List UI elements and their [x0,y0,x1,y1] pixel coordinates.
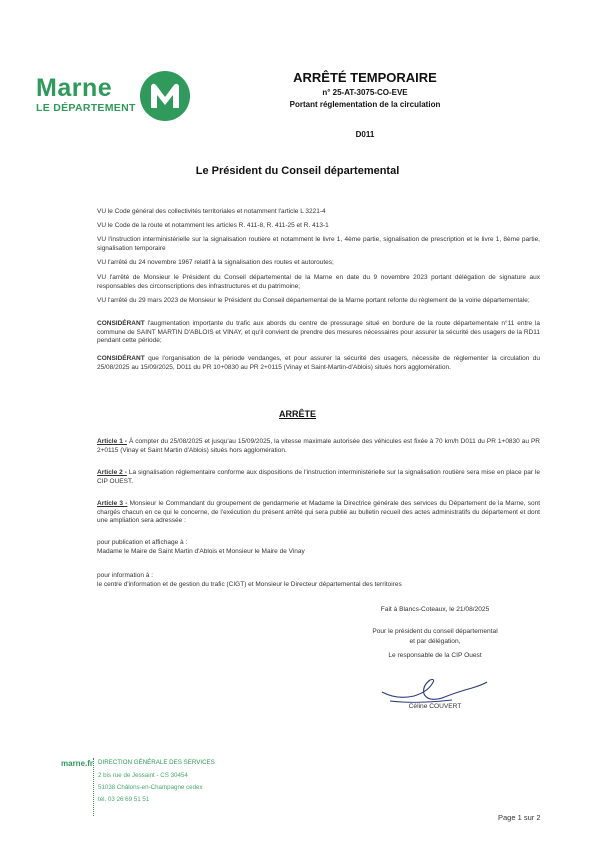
logo-subtitle: LE DÉPARTEMENT [36,102,136,114]
considerant-paragraph [97,355,540,372]
page-number: Page 1 sur 2 [498,813,541,822]
considerant-text: que l'organisation de la période vendanges, et pour assurer la sécurité des usagers, nécessite de réglementer la circulation du 25/08/2025 au 15/09/2025, D011 du PR 10+0830 au PR 2+0115 (Vinay et Saint-Martin-d'Ablois) situés hors agglomération. [97,355,540,371]
signer-name: Céline COUVERT [408,703,462,710]
article-text: La signalisation réglementaire conforme aux dispositions de l'instruction interministérielle sur la signalisation routière sera mise en place par le CIP OUEST. [97,469,540,485]
considerant-text: l'augmentation importante du trafic aux abords du centre de pressurage situé en bordure de la route départementale n°11 entre la commune de SAINT MARTIN D'ABLOIS et VINAY, et qu'il convient de prendre des mesures nécessaires pour assurer la sécurité des usagers de la RD11 pendant cette période; [97,320,540,345]
publication-label: pour publication et affichage à : [97,539,188,546]
place-and-date: Fait à Blancs-Coteaux, le 21/08/2025 [380,606,490,613]
considerant-paragraph [97,320,540,346]
road-identifier: D011 [355,130,375,139]
document-number: n° 25-AT-3075-CO-EVE [322,88,408,97]
footer-city: 51038 Châlons-en-Champagne cedex [98,784,203,791]
publication-recipients: Madame le Maire de Saint Martin d'Ablois et Monsieur le Maire de Vinay [97,548,305,555]
article-2 [97,469,540,486]
vu-paragraph: VU l'arrêté du 29 mars 2023 de Monsieur le Président du Conseil départemental de la Marne portant refonte du règlement de la voirie départementale; [97,297,530,304]
document-subject: Portant réglementation de la circulation [289,100,441,109]
vu-paragraph: VU le Code de la route et notamment les articles R. 411-8, R. 411-25 et R. 413-1 [97,222,329,229]
signature-line-1: Pour le président du conseil départemental [372,628,498,635]
arrete-heading: ARRÊTE [278,409,316,419]
footer-service: DIRECTION GÉNÉRALE DES SERVICES [98,759,215,766]
information-recipients: le centre d'information et de gestion du trafic (CIGT) et Monsieur le Directeur départemental des territoires [97,581,402,588]
vu-paragraph: VU l'instruction interministérielle sur la signalisation routière et notamment le livre 1, 4ème partie, signalisation de prescription et le livre 1, 8ème partie, signalisation temporaire [97,236,540,252]
considerant-label: CONSIDÉRANT [97,355,145,362]
footer-brand: marne.fr [61,759,94,768]
president-heading: Le Président du Conseil départemental [195,165,400,177]
signature-line-3: Le responsable de la CIP Ouest [388,652,482,659]
article-label: Article 1 - [97,438,127,445]
vu-paragraph: VU le Code général des collectivités territoriales et notamment l'article L 3221-4 [97,208,326,215]
article-text: À compter du 25/08/2025 et jusqu'au 15/09/2025, la vitesse maximale autorisée des véhicules est fixée à 70 km/h D011 du PR 1+0830 au PR 2+0115 (Vinay et Saint Martin d'Ablois) situés hors agglomération. [97,438,540,454]
article-text: Monsieur le Commandant du groupement de gendarmerie et Madame la Directrice générale des services du Département de la Marne, sont chargés chacun en ce qui le concerne, de l'exécution du présent arrêté qui sera publié au bulletin recueil des actes administratifs du département et dont une ampliation sera adressée : [97,500,541,525]
vu-paragraph: VU l'arrêté du 24 novembre 1967 relatif à la signalisation des routes et autoroutes; [97,259,334,266]
article-label: Article 3 - [97,500,128,507]
information-label: pour information à : [97,572,154,579]
article-1 [97,438,540,455]
signature-line-2: et par délégation, [409,638,461,645]
footer-address: 2 bis rue de Jessaint - CS 30454 [98,772,188,779]
article-3 [97,500,540,526]
vu-paragraph: VU l'arrêté de Monsieur le Président du Conseil départemental de la Marne en date du 9 novembre 2023 portant délégation de signature aux responsables des circonscriptions des infrastructures et du patrimoine; [97,274,540,290]
considerant-label: CONSIDÉRANT [97,320,145,327]
document-title: ARRÊTÉ TEMPORAIRE [293,70,437,85]
marne-m-logo-icon [139,70,191,122]
article-label: Article 2 - [97,469,127,476]
footer-divider [93,758,95,816]
logo-wordmark: Marne [36,74,113,102]
footer-phone: tél. 03 26 69 51 51 [98,796,150,803]
